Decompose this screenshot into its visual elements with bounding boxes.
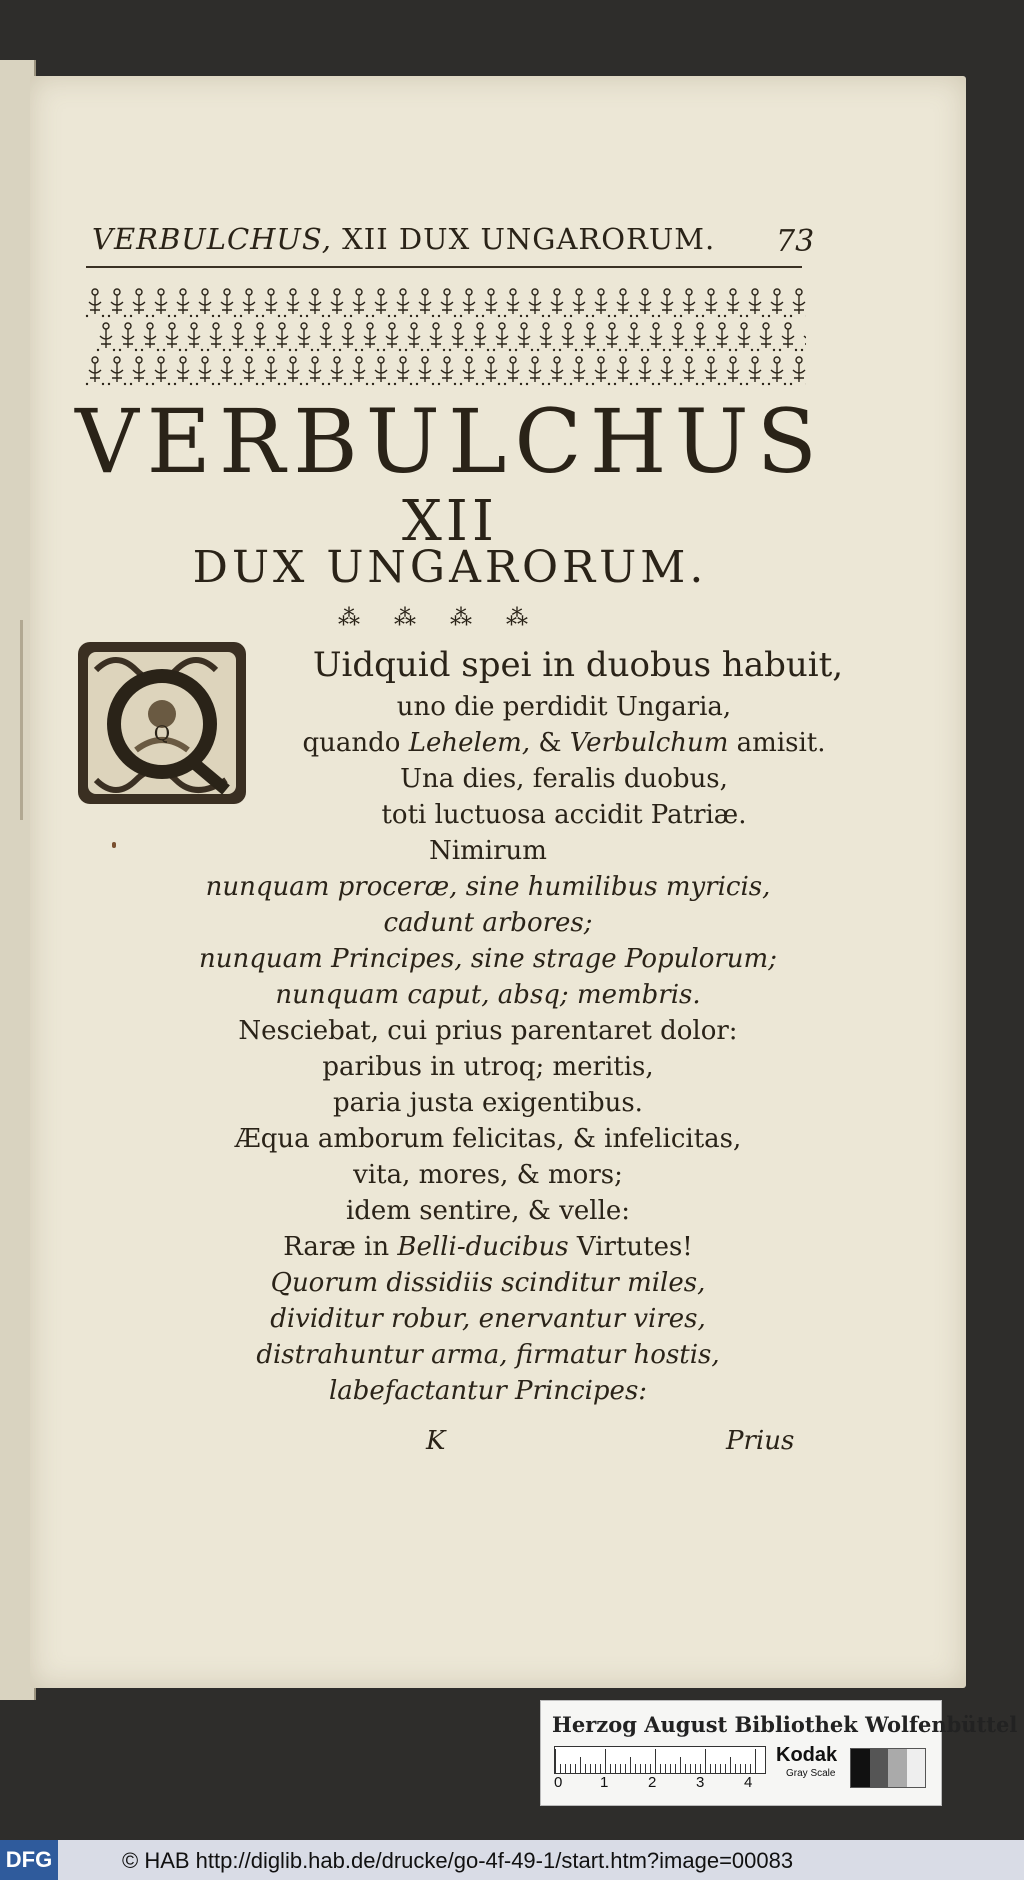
body-line	[78, 1090, 898, 1116]
italic-text: Lehelem,	[408, 728, 539, 758]
running-head	[92, 222, 715, 256]
ruler-tick	[635, 1764, 636, 1773]
ruler-tick	[650, 1764, 651, 1773]
ruler-tick	[755, 1749, 756, 1773]
chapter-title: VERBULCHUS	[75, 390, 825, 493]
italic-text: Verbulchum	[569, 728, 729, 758]
gray-patch	[851, 1749, 870, 1787]
ruler-tick	[700, 1764, 701, 1773]
italic-text: nunquam proceræ, sine humilibus myricis,	[205, 872, 771, 902]
ruler-tick	[570, 1764, 571, 1773]
ruler-tick	[725, 1764, 726, 1773]
ruler-tick	[595, 1764, 596, 1773]
source-url[interactable]: © HAB http://diglib.hab.de/drucke/go-4f-49-1/start.htm?image=00083	[122, 1848, 794, 1873]
body-line	[78, 982, 898, 1008]
roman-text: Virtutes!	[568, 1232, 693, 1262]
roman-text: Nimirum	[429, 836, 547, 866]
ruler-tick	[605, 1749, 606, 1773]
gray-patch	[888, 1749, 907, 1787]
body-line	[78, 946, 898, 972]
body-line	[78, 1342, 898, 1368]
ruler-tick	[695, 1764, 696, 1773]
roman-text: quando	[302, 728, 409, 758]
gray-patch	[870, 1749, 889, 1787]
signature-mark: K	[426, 1426, 446, 1456]
ruler-tick	[565, 1764, 566, 1773]
roman-text: uno die perdidit Ungaria,	[396, 692, 732, 722]
roman-text: paribus in utroq; meritis,	[322, 1052, 654, 1082]
body-line	[78, 1306, 898, 1332]
body-line	[78, 1126, 898, 1152]
ruler-tick	[630, 1757, 631, 1773]
roman-text: Æqua amborum felicitas, & infelicitas,	[234, 1124, 742, 1154]
ruler-tick	[675, 1764, 676, 1773]
ruler-tick	[735, 1764, 736, 1773]
ruler-tick	[580, 1757, 581, 1773]
ruler-tick	[685, 1764, 686, 1773]
ruler-number: 2	[648, 1774, 657, 1791]
body-line	[78, 1018, 898, 1044]
body-line	[154, 766, 974, 792]
catchword: Prius	[726, 1426, 795, 1456]
ruler-number: 3	[696, 1774, 705, 1791]
ornament-band	[84, 286, 806, 388]
page-number: 73	[776, 224, 815, 259]
italic-text: cadunt arbores;	[383, 908, 593, 938]
roman-text: Nesciebat, cui prius parentaret dolor:	[238, 1016, 738, 1046]
ink-spot	[112, 842, 116, 848]
gray-patch	[907, 1749, 926, 1787]
initial-letter: Q	[153, 721, 171, 745]
ruler-tick	[680, 1757, 681, 1773]
chapter-number: XII	[401, 489, 499, 554]
ruler-tick	[555, 1749, 556, 1773]
ruler-tick	[670, 1764, 671, 1773]
ruler-tick	[585, 1764, 586, 1773]
body-line	[78, 1270, 898, 1296]
dfg-logo[interactable]: DFG	[0, 1840, 58, 1880]
body-line	[78, 1234, 898, 1260]
ruler-number: 1	[600, 1774, 609, 1791]
ruler-tick	[640, 1764, 641, 1773]
kodak-brand: Kodak	[776, 1744, 838, 1766]
body-line	[154, 694, 974, 720]
body-line	[154, 730, 974, 756]
italic-text: Quorum dissidiis scinditur miles,	[270, 1268, 706, 1298]
body-line	[154, 802, 974, 828]
italic-text: Belli-ducibus	[397, 1232, 569, 1262]
ruler-tick	[615, 1764, 616, 1773]
ruler-tick	[750, 1764, 751, 1773]
ruler-tick	[710, 1764, 711, 1773]
italic-text: nunquam caput, absq; membris.	[275, 980, 701, 1010]
italic-text: nunquam Principes, sine strage Populorum;	[199, 944, 777, 974]
running-head-italic: VERBULCHUS,	[92, 222, 332, 256]
running-head-rest: XII DUX UNGARORUM.	[331, 222, 716, 256]
roman-text: Raræ in	[283, 1232, 398, 1262]
roman-text: amisit.	[728, 728, 826, 758]
body-line	[78, 874, 898, 900]
facing-page-shadow	[0, 620, 23, 820]
roman-text: paria justa exigentibus.	[333, 1088, 643, 1118]
ruler-tick	[575, 1764, 576, 1773]
ruler-number: 4	[744, 1774, 753, 1791]
ruler-tick	[705, 1749, 706, 1773]
body-line	[78, 838, 898, 864]
library-name: Herzog August Bibliothek Wolfenbüttel	[552, 1712, 1018, 1737]
roman-text: toti luctuosa accidit Patriæ.	[381, 800, 747, 830]
italic-text: labefactantur Principes:	[328, 1376, 648, 1406]
ruler-number: 0	[554, 1774, 563, 1791]
ruler-tick	[560, 1764, 561, 1773]
ruler-tick	[610, 1764, 611, 1773]
ruler-tick	[590, 1764, 591, 1773]
body-line	[78, 1198, 898, 1224]
ruler-tick	[655, 1749, 656, 1773]
asterism-row: ⁂⁂⁂⁂	[338, 606, 562, 631]
roman-text: Uidquid spei in duobus habuit,	[312, 645, 844, 685]
ruler-tick	[660, 1764, 661, 1773]
roman-text: Una dies, feralis duobus,	[400, 764, 728, 794]
ruler-tick	[745, 1764, 746, 1773]
kodak-subtitle: Gray Scale	[786, 1768, 836, 1779]
body-line	[168, 645, 988, 685]
ruler-tick	[665, 1764, 666, 1773]
body-line	[78, 1378, 898, 1404]
italic-text: distrahuntur arma, firmatur hostis,	[256, 1340, 720, 1370]
body-line	[78, 910, 898, 936]
scale-ruler	[554, 1746, 766, 1774]
ruler-tick	[625, 1764, 626, 1773]
roman-text: idem sentire, & velle:	[345, 1196, 631, 1226]
ruler-tick	[720, 1764, 721, 1773]
header-rule	[86, 266, 802, 268]
ruler-tick	[715, 1764, 716, 1773]
ruler-tick	[690, 1764, 691, 1773]
gray-scale-strip	[850, 1748, 926, 1788]
body-line	[78, 1054, 898, 1080]
roman-text: &	[538, 728, 570, 758]
chapter-subtitle: DUX UNGARORUM.	[192, 542, 708, 593]
italic-text: dividitur robur, enervantur vires,	[270, 1304, 706, 1334]
ruler-tick	[730, 1757, 731, 1773]
body-line	[78, 1162, 898, 1188]
ruler-tick	[645, 1764, 646, 1773]
roman-text: vita, mores, & mors;	[353, 1160, 623, 1190]
ruler-tick	[600, 1764, 601, 1773]
ruler-tick	[620, 1764, 621, 1773]
ruler-tick	[740, 1764, 741, 1773]
